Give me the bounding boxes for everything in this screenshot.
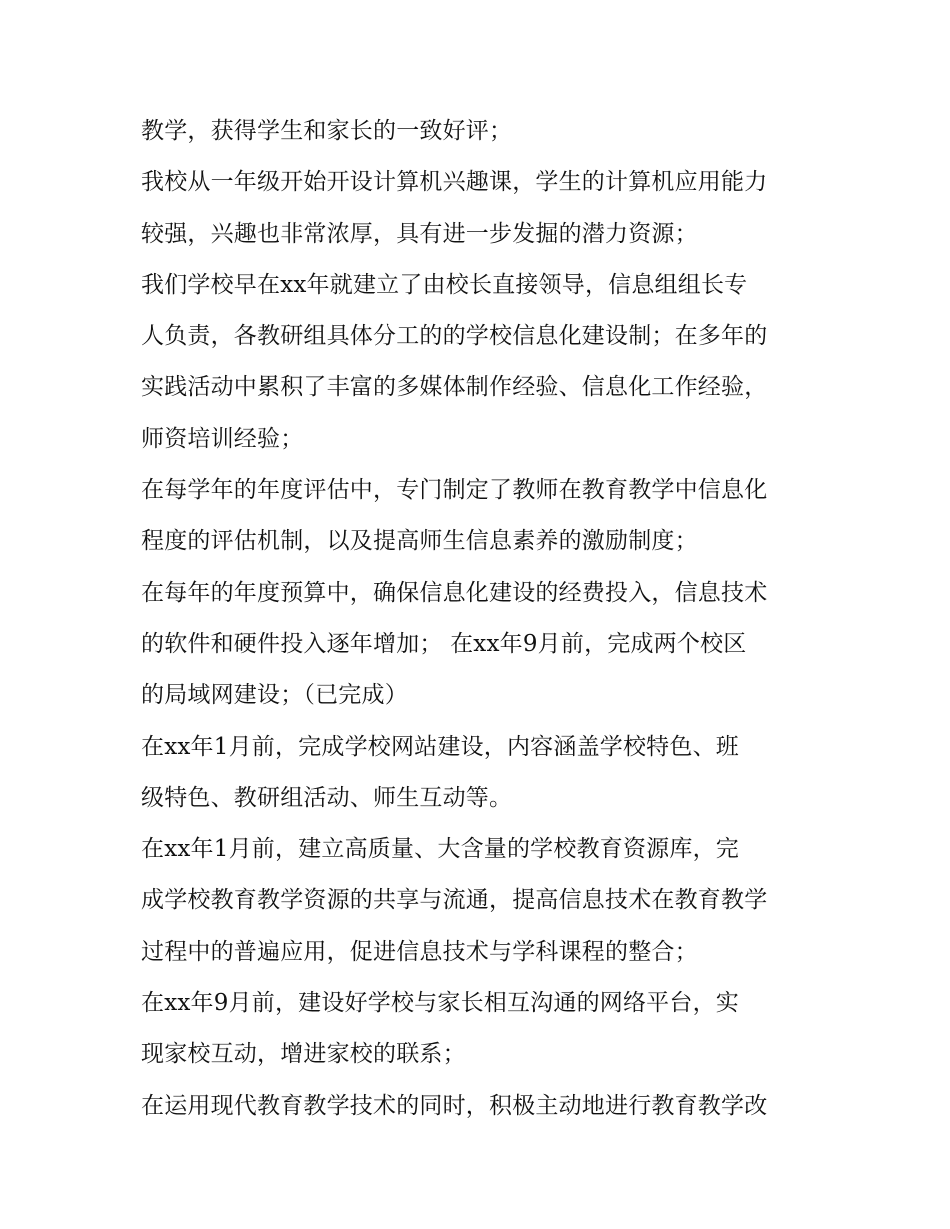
- text-line: 我校从一年级开始开设计算机兴趣课，学生的计算机应用能力: [141, 169, 768, 196]
- text-line: 教学，获得学生和家长的一致好评；: [141, 118, 513, 144]
- text-line: 过程中的普遍应用，促进信息技术与学科课程的整合；: [141, 938, 698, 965]
- text-line: 在xx年1月前，完成学校网站建设，内容涵盖学校特色、班: [141, 733, 739, 760]
- text-line: 级特色、教研组活动、师生互动等。: [141, 784, 513, 811]
- text-line: 在运用现代教育教学技术的同时，积极主动地进行教育教学改: [141, 1092, 768, 1119]
- text-line: 我们学校早在xx年就建立了由校长直接领导，信息组组长专: [141, 271, 748, 298]
- text-line: 在每学年的年度评估中，专门制定了教师在教育教学中信息化: [141, 477, 768, 504]
- text-line: 实践活动中累积了丰富的多媒体制作经验、信息化工作经验，: [141, 374, 768, 401]
- text-line: 成学校教育教学资源的共享与流通，提高信息技术在教育教学: [141, 887, 768, 914]
- text-line: 程度的评估机制，以及提高师生信息素养的激励制度；: [141, 528, 698, 555]
- text-line: 较强，兴趣也非常浓厚，具有进一步发掘的潜力资源；: [141, 220, 698, 247]
- document-body: [141, 106, 821, 1132]
- text-line: 的软件和硬件投入逐年增加； 在xx年9月前，完成两个校区: [141, 630, 747, 657]
- text-line: 现家校互动，增进家校的联系；: [141, 1041, 466, 1068]
- text-line: 师资培训经验；: [141, 425, 304, 452]
- text-line: 人负责，各教研组具体分工的的学校信息化建设制；在多年的: [141, 323, 768, 350]
- text-line: 在xx年9月前，建设好学校与家长相互沟通的网络平台，实: [141, 990, 739, 1017]
- text-line: 的局域网建设；（已完成）: [141, 682, 408, 709]
- text-line: 在每年的年度预算中，确保信息化建设的经费投入，信息技术: [141, 579, 768, 606]
- text-line: 在xx年1月前，建立高质量、大含量的学校教育资源库，完: [141, 836, 739, 863]
